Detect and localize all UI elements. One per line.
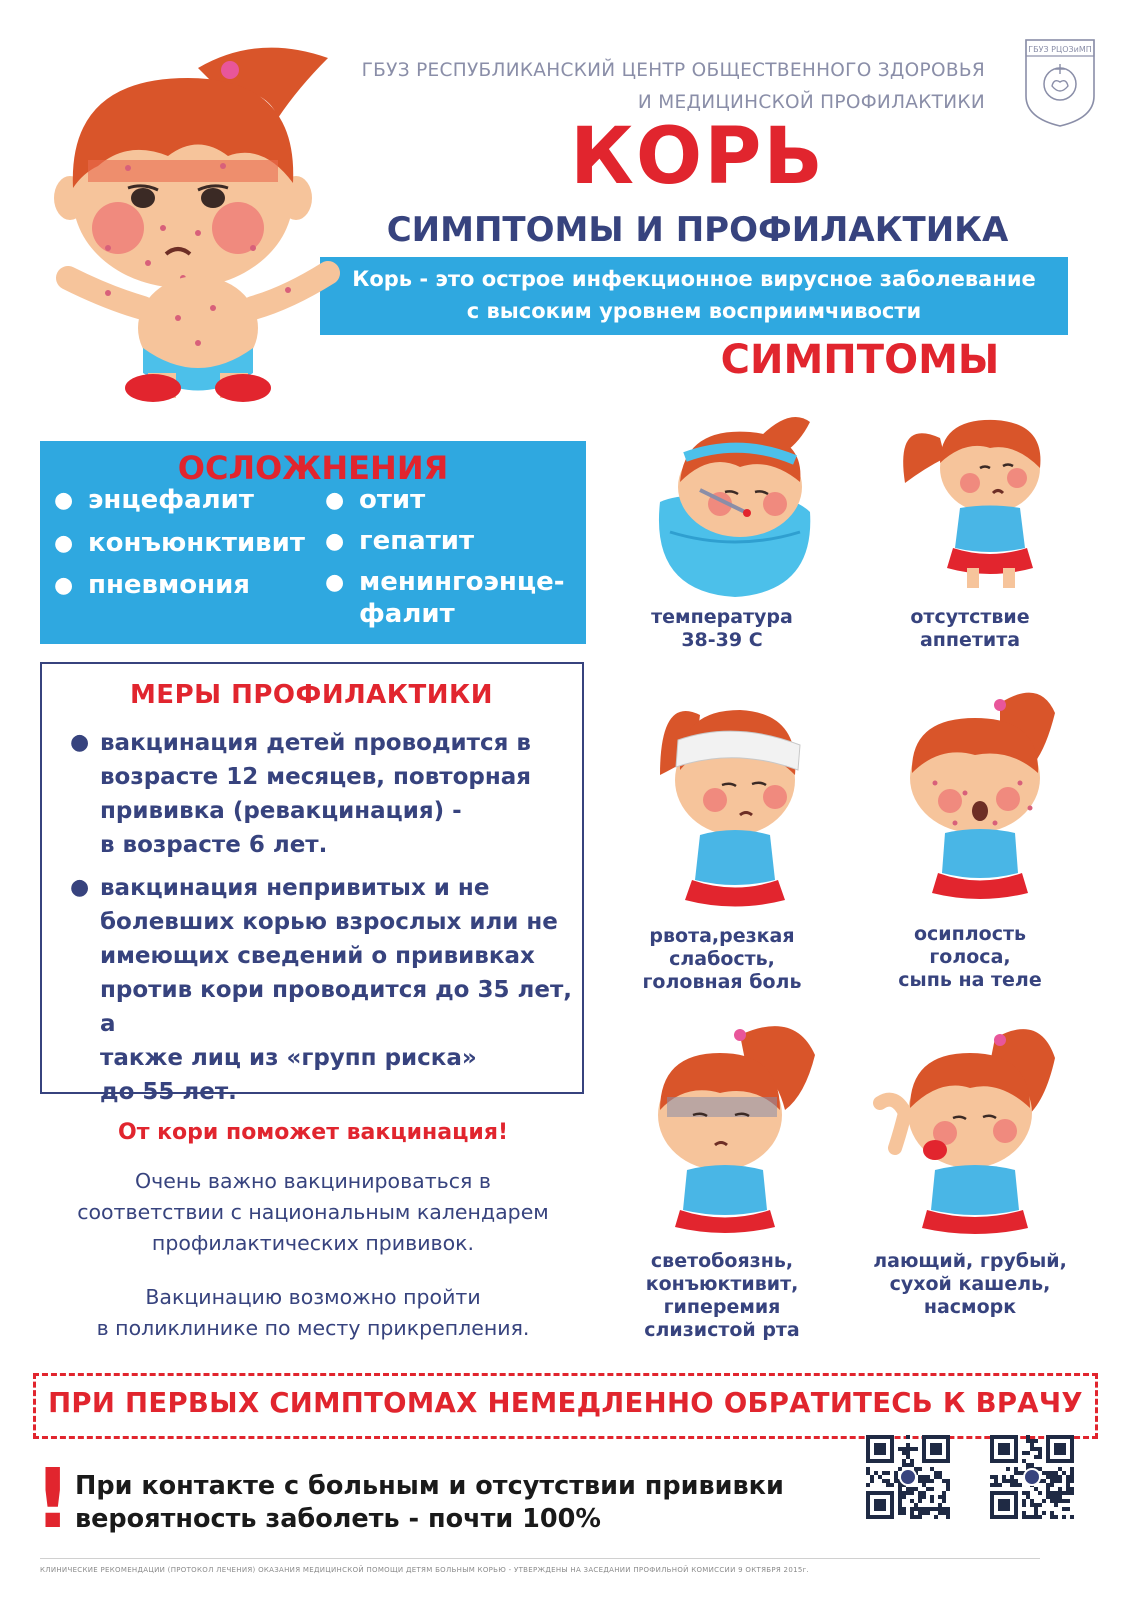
bullet-icon: ● <box>54 573 74 598</box>
no-appetite-illustration <box>885 398 1065 598</box>
symptom-caption-fever: температура 38-39 С <box>651 606 793 651</box>
qr-code-vk[interactable] <box>990 1435 1074 1519</box>
bullet-icon: ● <box>54 531 74 556</box>
complications-box: ОСЛОЖНЕНИЯ ● энцефалит ● отит ● конъюнктивит ● гепатит ● пневмония ● менингоэнце- фалит <box>40 441 586 644</box>
fever-illustration <box>640 412 830 602</box>
symptom-caption-rash: осиплость голоса, сыпь на теле <box>898 923 1042 991</box>
prevention-item: ● вакцинация детей проводится в возрасте 12 месяцев, повторная прививка (ревакцинация) - в возрасте 6 лет. <box>100 726 531 862</box>
definition-box: Корь - это острое инфекционное вирусное заболевание с высоким уровнем восприимчивости <box>320 257 1068 335</box>
photophobia-illustration <box>645 1015 825 1235</box>
symptoms-heading: СИМПТОМЫ <box>720 337 1000 383</box>
clinic-note: Вакцинацию возможно пройти в поликлинике по месту прикрепления. <box>96 1285 530 1340</box>
headache-illustration <box>640 685 820 915</box>
bullet-icon: ● <box>54 488 74 513</box>
page-subtitle: СИМПТОМЫ И ПРОФИЛАКТИКА <box>386 210 1009 250</box>
bullet-icon: ● <box>70 730 90 755</box>
bullet-icon: ● <box>325 488 345 513</box>
exclamation-icon: ! <box>34 1452 72 1547</box>
qr-code-telegram[interactable] <box>866 1435 950 1519</box>
telegram-icon <box>901 1470 915 1484</box>
doctor-warning-text: ПРИ ПЕРВЫХ СИМПТОМАХ НЕМЕДЛЕННО ОБРАТИТЕСЬ К ВРАЧУ <box>48 1387 1083 1419</box>
bullet-icon: ● <box>325 570 345 595</box>
cough-illustration <box>875 1018 1065 1238</box>
prevention-heading: МЕРЫ ПРОФИЛАКТИКИ <box>129 680 494 710</box>
symptom-caption-headache: рвота,резкая слабость, головная боль <box>642 925 802 993</box>
footer-divider <box>40 1558 1040 1559</box>
symptom-caption-appetite: отсутствие аппетита <box>910 606 1030 651</box>
organization-name: ГБУЗ РЕСПУБЛИКАНСКИЙ ЦЕНТР ОБЩЕСТВЕННОГО ЗДОРОВЬЯ И МЕДИЦИНСКОЙ ПРОФИЛАКТИКИ <box>361 60 985 113</box>
bullet-icon: ● <box>70 875 90 900</box>
vaccination-note: Очень важно вакцинироваться в соответствии с национальным календарем профилактических прививок. <box>77 1169 549 1255</box>
page-title: КОРЬ <box>570 112 825 202</box>
logo-text: ГБУЗ РЦОЗиМП <box>1028 45 1092 54</box>
symptom-caption-cough: лающий, грубый, сухой кашель, насморк <box>873 1250 1067 1318</box>
prevention-item: ● вакцинация непривитых и не болевших корью взрослых или не имеющих сведений о прививках против кори проводится до 35 лет, а также лиц из «групп риска» до 55 лет. <box>100 871 582 1109</box>
vaccination-slogan: От кори поможет вакцинация! <box>118 1120 508 1145</box>
bullet-icon: ● <box>325 529 345 554</box>
symptom-caption-photophobia: светобоязнь, конъюктивит, гиперемия слизистой рта <box>644 1250 800 1341</box>
prevention-box <box>40 662 584 1105</box>
footer-reference: КЛИНИЧЕСКИЕ РЕКОМЕНДАЦИИ (ПРОТОКОЛ ЛЕЧЕНИЯ) ОКАЗАНИЯ МЕДИЦИНСКОЙ ПОМОЩИ ДЕТЯМ БОЛЬНЫМ КОРЬЮ - УТВЕРЖДЕНЫ НА ЗАСЕДАНИИ ПРОФИЛЬНОЙ КОМИССИИ 9 ОКТЯБРЯ 2015г. <box>40 1566 810 1574</box>
sick-child-illustration <box>48 48 348 408</box>
doctor-warning-box <box>33 1373 1098 1439</box>
contact-risk-text: При контакте с больным и отсутствии прививки вероятность заболеть - почти 100% <box>75 1471 784 1534</box>
rash-illustration <box>880 683 1070 913</box>
complications-heading: ОСЛОЖНЕНИЯ <box>177 449 449 487</box>
vk-icon <box>1025 1470 1039 1484</box>
